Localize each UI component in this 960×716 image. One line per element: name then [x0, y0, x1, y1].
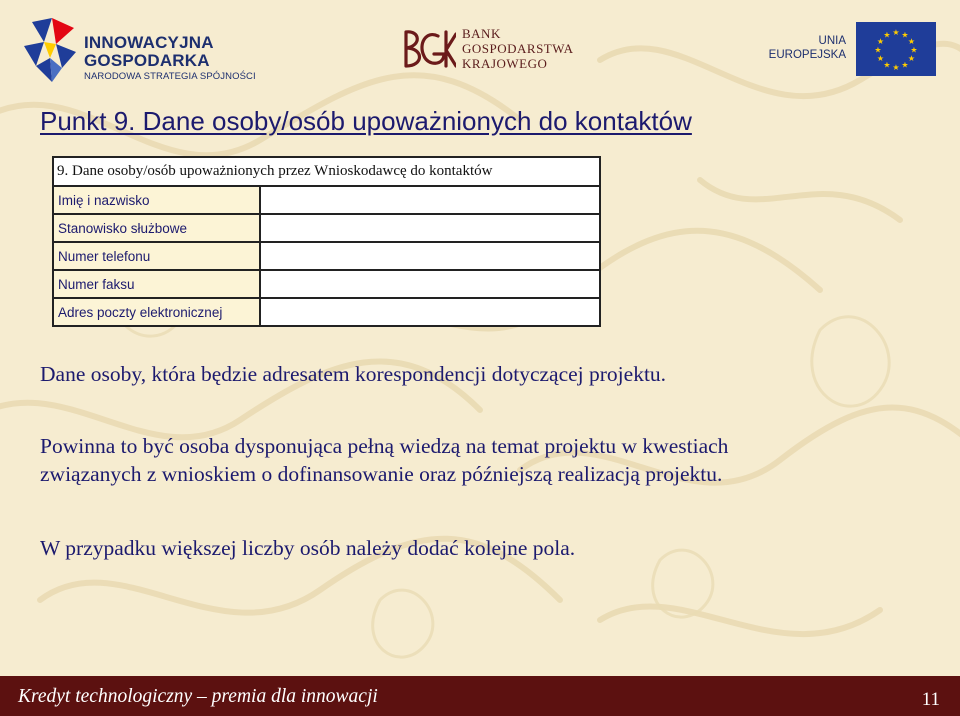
bgk-logo [398, 26, 598, 74]
eu-name [752, 34, 846, 62]
form-table-header: 9. Dane osoby/osób upoważnionych przez Wnioskodawcę do kontaktów [53, 157, 600, 186]
logo-ig-line2: GOSPODARKA [84, 51, 210, 70]
svg-text:★: ★ [901, 30, 909, 40]
eu-line2: EUROPEJSKA [768, 49, 846, 61]
table-row [53, 298, 600, 326]
paragraph-knowledge-line2: związanych z wnioskiem o dofinansowanie oraz późniejszą realizacją projektu. [40, 462, 723, 486]
page-title: Punkt 9. Dane osoby/osób upoważnionych do kontaktów [40, 106, 692, 136]
field-value-email[interactable] [260, 298, 600, 326]
eu-logo [752, 20, 936, 76]
footer-slogan: Kredyt technologiczny – premia dla innowacji [18, 686, 378, 707]
svg-text:★: ★ [892, 28, 900, 37]
field-label-position: Stanowisko służbowe [53, 214, 260, 242]
svg-text:★: ★ [901, 60, 909, 70]
field-label-email: Adres poczty elektronicznej [53, 298, 260, 326]
field-label-fax: Numer faksu [53, 270, 260, 298]
innowacyjna-gospodarka-logo [22, 14, 256, 86]
field-value-name[interactable] [260, 186, 600, 214]
svg-text:★: ★ [876, 54, 885, 63]
svg-text:★: ★ [892, 63, 900, 72]
bgk-line2: GOSPODARSTWA [462, 41, 574, 56]
bgk-name [462, 26, 573, 71]
bgk-monogram-icon [398, 26, 456, 72]
star-emblem-icon [22, 16, 80, 84]
svg-text:★: ★ [876, 37, 885, 46]
field-value-position[interactable] [260, 214, 600, 242]
contact-form-table [52, 156, 601, 327]
footer-bar [0, 676, 960, 716]
svg-text:★: ★ [910, 45, 918, 55]
field-label-name: Imię i nazwisko [53, 186, 260, 214]
svg-text:★: ★ [883, 60, 891, 70]
table-row [53, 242, 600, 270]
svg-text:★: ★ [907, 37, 916, 46]
field-value-fax[interactable] [260, 270, 600, 298]
bgk-line1: BANK [462, 26, 501, 41]
table-row [53, 186, 600, 214]
svg-text:★: ★ [907, 54, 916, 63]
paragraph-knowledge-line1: Powinna to być osoba dysponująca pełną wiedzą na temat projektu w kwestiach [40, 434, 729, 458]
form-table-header-row [53, 157, 600, 186]
logo-ig-line1: INNOWACYJNA [84, 33, 214, 52]
logo-ig-line3: NARODOWA STRATEGIA SPÓJNOŚCI [84, 71, 256, 82]
eu-flag-icon [856, 22, 936, 76]
page-number: 11 [921, 689, 940, 710]
eu-line1: UNIA [818, 35, 846, 47]
paragraph-addressee: Dane osoby, która będzie adresatem korespondencji dotyczącej projektu. [40, 362, 667, 386]
field-label-phone: Numer telefonu [53, 242, 260, 270]
svg-text:★: ★ [874, 45, 882, 55]
bgk-line3: KRAJOWEGO [462, 56, 548, 71]
table-row [53, 270, 600, 298]
paragraph-more-persons: W przypadku większej liczby osób należy dodać kolejne pola. [40, 536, 576, 560]
svg-text:★: ★ [883, 30, 891, 40]
paragraph-knowledge [40, 432, 728, 488]
table-row [53, 214, 600, 242]
field-value-phone[interactable] [260, 242, 600, 270]
